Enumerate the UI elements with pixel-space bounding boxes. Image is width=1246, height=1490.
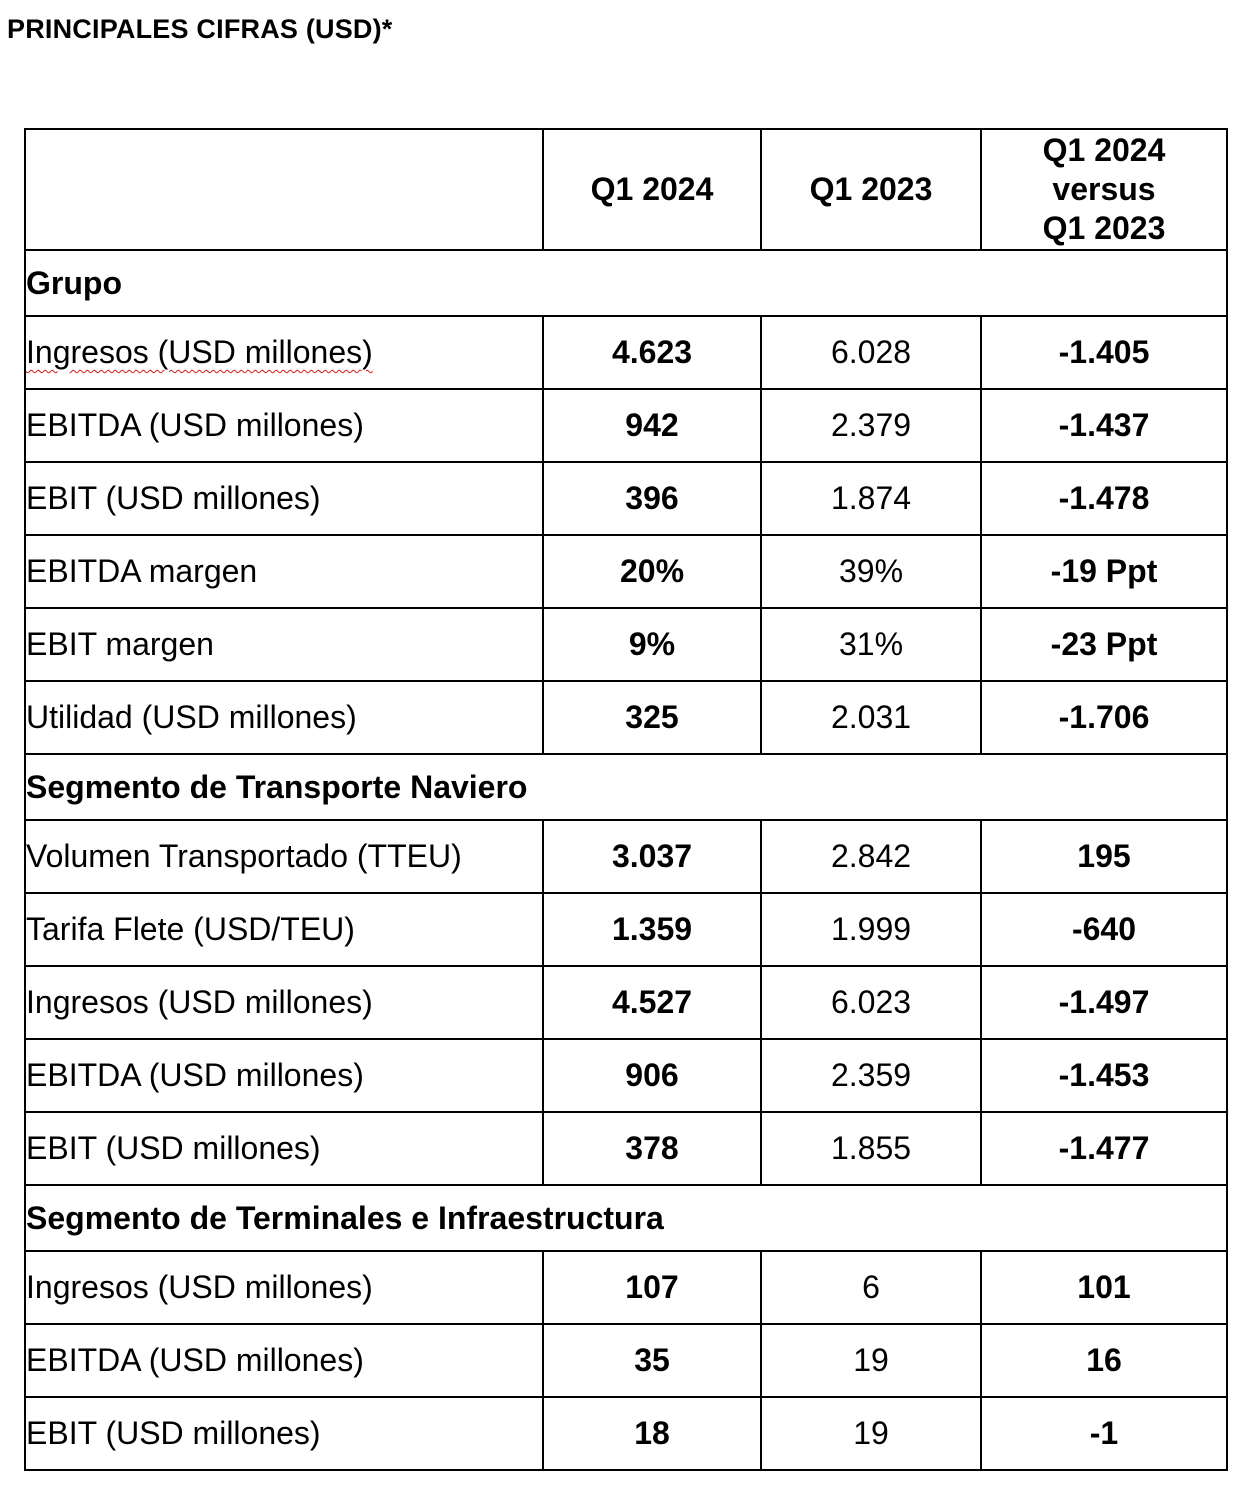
value-q1-2023: 19 (761, 1397, 981, 1470)
row-label: Tarifa Flete (USD/TEU) (25, 893, 543, 966)
row-label: EBITDA (USD millones) (25, 1324, 543, 1397)
section-title: Grupo (25, 250, 1227, 316)
value-q1-2024: 396 (543, 462, 761, 535)
table-row (25, 389, 1227, 462)
header-comparison-line-1: Q1 2024 (1042, 132, 1166, 168)
value-difference: -640 (981, 893, 1227, 966)
value-difference: -1.405 (981, 316, 1227, 389)
table-row (25, 1397, 1227, 1470)
value-q1-2024: 107 (543, 1251, 761, 1324)
table-row (25, 1039, 1227, 1112)
value-difference: -1.477 (981, 1112, 1227, 1185)
value-q1-2024: 1.359 (543, 893, 761, 966)
table-row (25, 966, 1227, 1039)
value-q1-2024: 906 (543, 1039, 761, 1112)
value-difference: -1.437 (981, 389, 1227, 462)
row-label: Ingresos (USD millones) (25, 966, 543, 1039)
header-comparison (981, 129, 1227, 250)
value-q1-2023: 6.023 (761, 966, 981, 1039)
table-row (25, 1251, 1227, 1324)
value-q1-2023: 1.855 (761, 1112, 981, 1185)
value-q1-2023: 19 (761, 1324, 981, 1397)
table-row (25, 681, 1227, 754)
value-difference: -1.478 (981, 462, 1227, 535)
row-label: EBIT (USD millones) (25, 1112, 543, 1185)
row-label: EBIT (USD millones) (25, 1397, 543, 1470)
table-row (25, 820, 1227, 893)
value-q1-2023: 1.874 (761, 462, 981, 535)
value-q1-2024: 4.527 (543, 966, 761, 1039)
value-q1-2023: 1.999 (761, 893, 981, 966)
value-difference: 16 (981, 1324, 1227, 1397)
value-q1-2023: 2.359 (761, 1039, 981, 1112)
table-row (25, 316, 1227, 389)
value-q1-2023: 2.842 (761, 820, 981, 893)
value-difference: -1 (981, 1397, 1227, 1470)
value-q1-2024: 325 (543, 681, 761, 754)
section-row-grupo (25, 250, 1227, 316)
value-q1-2024: 378 (543, 1112, 761, 1185)
key-figures-table (24, 128, 1228, 1471)
value-q1-2024: 18 (543, 1397, 761, 1470)
section-title: Segmento de Terminales e Infraestructura (25, 1185, 1227, 1251)
row-label: EBITDA (USD millones) (25, 389, 543, 462)
table-row (25, 893, 1227, 966)
row-label: Ingresos (USD millones) (25, 1251, 543, 1324)
value-q1-2024: 942 (543, 389, 761, 462)
value-q1-2023: 6.028 (761, 316, 981, 389)
value-q1-2024: 4.623 (543, 316, 761, 389)
row-label: Volumen Transportado (TTEU) (25, 820, 543, 893)
row-label: Utilidad (USD millones) (25, 681, 543, 754)
value-q1-2024: 3.037 (543, 820, 761, 893)
row-label: EBIT (USD millones) (25, 462, 543, 535)
row-label: EBITDA margen (25, 535, 543, 608)
row-label (25, 316, 543, 389)
value-difference: -23 Ppt (981, 608, 1227, 681)
value-q1-2023: 31% (761, 608, 981, 681)
header-comparison-line-2: versus (1052, 171, 1156, 207)
value-q1-2023: 2.379 (761, 389, 981, 462)
table-header-row (25, 129, 1227, 250)
value-q1-2024: 9% (543, 608, 761, 681)
value-difference: -1.706 (981, 681, 1227, 754)
value-q1-2024: 20% (543, 535, 761, 608)
row-label: EBIT margen (25, 608, 543, 681)
header-q1-2023: Q1 2023 (761, 129, 981, 250)
table-row (25, 1112, 1227, 1185)
table-row (25, 462, 1227, 535)
header-comparison-line-3: Q1 2023 (1042, 210, 1166, 246)
section-row-transporte-naviero (25, 754, 1227, 820)
value-q1-2023: 39% (761, 535, 981, 608)
table-row (25, 608, 1227, 681)
value-difference: -1.453 (981, 1039, 1227, 1112)
value-q1-2023: 6 (761, 1251, 981, 1324)
value-difference: -19 Ppt (981, 535, 1227, 608)
section-title: Segmento de Transporte Naviero (25, 754, 1227, 820)
value-q1-2024: 35 (543, 1324, 761, 1397)
value-difference: 101 (981, 1251, 1227, 1324)
value-q1-2023: 2.031 (761, 681, 981, 754)
value-difference: -1.497 (981, 966, 1227, 1039)
document-title: PRINCIPALES CIFRAS (USD)* (7, 14, 393, 44)
row-label-text: Ingresos (USD millones) (26, 334, 373, 370)
header-q1-2024: Q1 2024 (543, 129, 761, 250)
section-row-terminales-infraestructura (25, 1185, 1227, 1251)
value-difference: 195 (981, 820, 1227, 893)
table-row (25, 1324, 1227, 1397)
header-label-cell (25, 129, 543, 250)
row-label: EBITDA (USD millones) (25, 1039, 543, 1112)
table-row (25, 535, 1227, 608)
